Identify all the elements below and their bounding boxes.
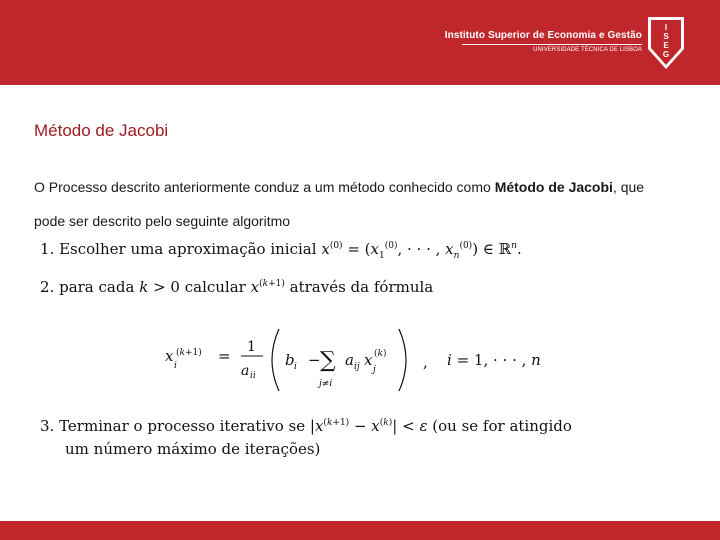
algorithm-step-1 [40,240,522,261]
svg-text:j≠i: j≠i [319,379,333,389]
svg-text:x: x [364,351,373,369]
svg-text:ii: ii [250,371,256,381]
svg-text:1: 1 [247,339,256,355]
algorithm-step-2 [40,278,433,296]
svg-text:−: − [308,351,321,369]
step-2-number: 2. [40,278,55,296]
intro-text-2: , que pode ser descrito pelo seguinte algoritmo [34,179,645,229]
step-3-text-b: (ou se for atingido [432,417,572,435]
svg-text:ij: ij [354,362,360,372]
step-2-text-a: para cada [59,278,135,296]
step-1-number: 1. [40,240,55,258]
svg-text:∑: ∑ [320,348,336,373]
svg-text:i: i [294,362,297,372]
iseg-shield-logo [646,15,686,71]
step-2-text-b: calcular [184,278,246,296]
intro-bold-term: Método de Jacobi [494,179,613,195]
step-3-line-2 [40,438,572,461]
logo-letter-s: S [663,32,669,41]
svg-text:j: j [373,365,376,375]
logo-letter-e: E [663,41,669,50]
step-2-text-c: através da fórmula [289,278,434,296]
step-2-condition: k > 0 [139,278,180,296]
step-1-formula: $x^{(0)} = (x_1^{(0)}$, · · · , $x_n^{(0)}$) ∈ ℝ$^n$. [321,240,522,261]
svg-text:(k): (k) [374,349,387,359]
institution-subtitle: UNIVERSIDADE TÉCNICA DE LISBOA [533,47,642,53]
intro-paragraph [34,170,674,238]
svg-text:,: , [423,353,428,371]
step-3-number: 3. [40,417,55,435]
svg-text:a: a [345,351,354,369]
step-2-xk1: $x^{(k+1)}$ [250,278,285,296]
footer-bar [0,521,720,540]
logo-letter-g: G [662,50,670,59]
institution-block [445,30,642,53]
institution-divider [462,44,642,45]
svg-text:x: x [165,347,174,365]
svg-text:i = 1, · · · , n: i = 1, · · · , n [447,351,541,369]
jacobi-formula [165,325,545,395]
svg-text:(k+1): (k+1) [176,348,202,358]
svg-text:a: a [241,363,250,379]
svg-text:b: b [285,351,295,369]
step-3-line-1 [40,412,572,438]
slide-title: Método de Jacobi [34,121,169,140]
step-3-condition: $|x^{(k+1)} - x^{(k)}| < \varepsilon$ [309,417,428,435]
algorithm-step-3 [40,412,572,461]
step-3-text-c: um número máximo de iterações) [65,440,321,458]
svg-text:=: = [218,347,231,365]
intro-text-1: O Processo descrito anteriormente conduz a um método conhecido como [34,179,495,195]
step-3-text-a: Terminar o processo iterativo se [59,417,306,435]
logo-letter-i: I [664,23,668,32]
institution-name: Instituto Superior de Economia e Gestão [444,30,642,41]
step-1-text: Escolher uma aproximação inicial [59,240,317,258]
svg-text:i: i [174,361,177,371]
